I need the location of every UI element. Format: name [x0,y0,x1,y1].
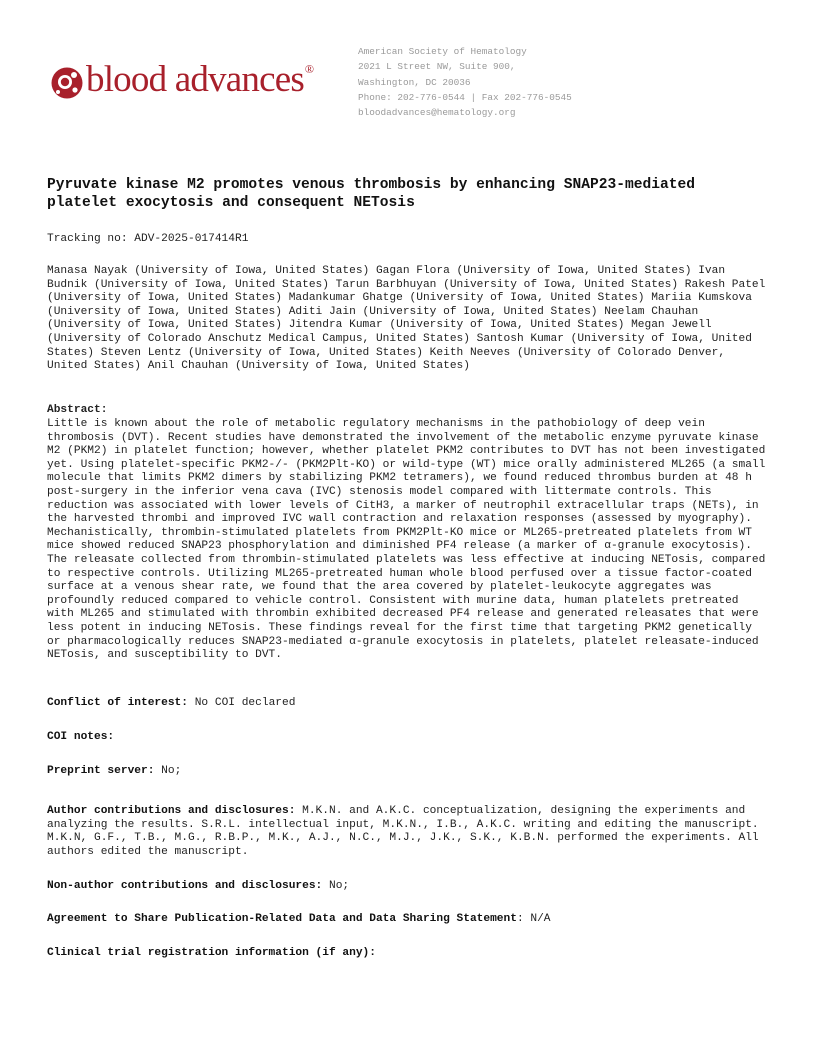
address-email: bloodadvances@hematology.org [358,107,516,119]
blood-drop-logo-icon [50,66,84,100]
journal-logo [50,59,350,104]
address-line: Phone: 202-776-0544 | Fax 202-776-0545 [358,91,572,103]
coi-notes: COI notes: [47,731,115,743]
tracking-number: Tracking no: ADV-2025-017414R1 [47,233,249,245]
author-contributions: Author contributions and disclosures: M.K.N. and A.K.C. conceptualization, designing the experiments and analyzing the results. S.R.L. intellectual input, M.K.N., I.B., A.K.C. writing and editing the manuscript. M.K.N, G.F., T.B., M.G., R.B.P., M.K., A.J., N.C., M.J., J.K., S.K., K.B.N. performed the experiments. All authors edited the manuscript. [47,805,759,858]
data-sharing-statement: Agreement to Share Publication-Related Data and Data Sharing Statement: N/A [47,913,551,925]
author-list: Manasa Nayak (University of Iowa, United States) Gagan Flora (University of Iowa, United States) Ivan Budnik (University of Iowa, United States) Tarun Barbhuyan (University of Iowa, United States) Rakesh Patel (University of Iowa, United States) Madankumar Ghatge (University of Iowa, United States) Mariia Kumskova (University of Iowa, United States) Aditi Jain (University of Iowa, United States) Neelam Chauhan (University of Iowa, United States) Jitendra Kumar (University of Iowa, United States) Megan Jewell (University of Colorado Anschutz Medical Campus, United States) Santosh Kumar (University of Iowa, United States) Steven Lentz (University of Iowa, United States) Keith Neeves (University of Colorado Denver, United States) Anil Chauhan (University of Iowa, United States) [47,265,766,373]
logo-wordmark: blood advances® [86,59,314,100]
abstract-text: Little is known about the role of metabolic regulatory mechanisms in the pathobiology of deep vein thrombosis (DVT). Recent studies have demonstrated the involvement of the metabolic enzyme pyruvate kinase M2 (PKM2) in platelet function; however, whether platelet PKM2 contributes to DVT has not been investigated yet. Using platelet-specific PKM2-/- (PKM2Plt-KO) or wild-type (WT) mice orally administered ML265 (a small molecule that limits PKM2 dimers by stabilizing PKM2 tetramers), we found reduced thrombus burden at 48 h post-surgery in the inferior vena cava (IVC) stenosis model compared with littermate controls. This reduction was associated with lower levels of CitH3, a marker of neutrophil extracellular traps (NETs), in the harvested thrombi and improved IVC wall contraction and relaxation responses (assessed by myography). Mechanistically, thrombin-stimulated platelets from PKM2Plt-KO mice or ML265-pretreated platelets from WT mice showed reduced SNAP23 phosphorylation and diminished PF4 release (a marker of α-granule exocytosis). The releasate collected from thrombin-stimulated platelets was less effective at inducing NETosis, compared to respective controls. Utilizing ML265-pretreated human whole blood perfused over a tissue factor-coated surface at a venous shear rate, we found that the area covered by platelet-leukocyte aggregates was profoundly reduced compared to vehicle control. Consistent with murine data, human platelets pretreated with ML265 and stimulated with thrombin exhibited decreased PF4 release and generated releasates that were less potent in inducing NETosis. These findings reveal for the first time that targeting PKM2 genetically or pharmacologically reduces SNAP23-mediated α-granule exocytosis in platelets, platelet releasate-induced NETosis, and susceptibility to DVT. [47,418,766,662]
address-line: 2021 L Street NW, Suite 900, [358,61,516,73]
address-line: Washington, DC 20036 [358,76,471,88]
conflict-of-interest: Conflict of interest: No COI declared [47,697,296,709]
non-author-contributions: Non-author contributions and disclosures: No; [47,880,350,892]
address-line: American Society of Hematology [358,46,527,57]
publisher-address [358,44,572,120]
abstract-heading: Abstract: [47,404,108,416]
preprint-server: Preprint server: No; [47,765,182,777]
article-title: Pyruvate kinase M2 promotes venous thrombosis by enhancing SNAP23-mediated platelet exocytosis and consequent NETosis [47,177,696,211]
clinical-trial-registration: Clinical trial registration information (if any): [47,947,376,959]
